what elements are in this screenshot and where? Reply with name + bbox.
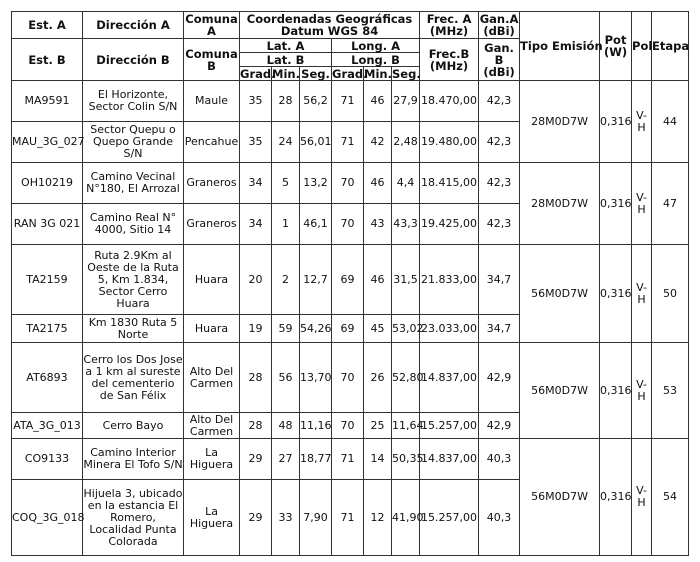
cell-station-name: MAU_3G_027 [12,122,83,163]
cell-comuna: La Higuera [184,439,240,480]
cell-lat-grad: 34 [240,204,272,245]
cell-lat-grad: 29 [240,439,272,480]
cell-long-min: 45 [364,315,392,343]
cell-long-grad: 69 [332,245,364,315]
cell-polarization: V-H [632,163,652,245]
cell-comuna: Huara [184,315,240,343]
cell-station-name: CO9133 [12,439,83,480]
cell-lat-min: 28 [272,81,300,122]
cell-lat-min: 24 [272,122,300,163]
cell-long-min: 46 [364,163,392,204]
cell-station-name: RAN 3G 021 [12,204,83,245]
cell-power: 0,316 [600,163,632,245]
cell-frequency: 15.257,00 [420,480,479,556]
table-header [12,12,689,81]
cell-polarization: V-H [632,343,652,439]
cell-comuna: Graneros [184,204,240,245]
cell-station-name: MA9591 [12,81,83,122]
cell-frequency: 15.257,00 [420,413,479,439]
header-lat-b: Lat. B [240,53,332,67]
cell-station-name: AT6893 [12,343,83,413]
header-etapa: Etapa [652,12,689,81]
cell-lat-grad: 28 [240,413,272,439]
cell-power: 0,316 [600,245,632,343]
cell-stage: 54 [652,439,689,556]
cell-lat-seg: 46,1 [300,204,332,245]
cell-long-seg: 41,90 [392,480,420,556]
header-long-seg: Seg. [392,66,421,81]
cell-long-seg: 52,80 [392,343,420,413]
cell-gain: 42,3 [479,81,520,122]
cell-lat-grad: 28 [240,343,272,413]
cell-station-name: ATA_3G_013 [12,413,83,439]
cell-address: Cerro Bayo [83,413,184,439]
cell-gain: 42,9 [479,413,520,439]
header-long-grad: Grad. [332,66,368,81]
cell-long-grad: 70 [332,343,364,413]
header-pot: Pot (W) [600,12,632,81]
header-gan-a: Gan.A (dBi) [479,12,519,38]
cell-long-min: 25 [364,413,392,439]
cell-frequency: 19.425,00 [420,204,479,245]
cell-lat-seg: 54,26 [300,315,332,343]
cell-comuna: La Higuera [184,480,240,556]
cell-long-min: 46 [364,245,392,315]
cell-stage: 53 [652,343,689,439]
cell-long-seg: 43,3 [392,204,420,245]
cell-gain: 42,3 [479,204,520,245]
cell-comuna: Graneros [184,163,240,204]
header-long-min: Min. [364,66,392,81]
cell-gain: 42,3 [479,163,520,204]
cell-frequency: 14.837,00 [420,439,479,480]
cell-lat-seg: 7,90 [300,480,332,556]
cell-long-grad: 69 [332,315,364,343]
header-lat-a: Lat. A [240,39,332,53]
header-est-a: Est. A [12,12,83,39]
cell-lat-min: 5 [272,163,300,204]
cell-emission-type: 56M0D7W [520,439,600,556]
cell-long-min: 42 [364,122,392,163]
cell-address: Camino Interior Minera El Tofo S/N [83,439,184,480]
cell-long-grad: 70 [332,204,364,245]
cell-lat-seg: 13,2 [300,163,332,204]
cell-long-seg: 31,5 [392,245,420,315]
cell-emission-type: 28M0D7W [520,163,600,245]
header-dir-b: Dirección B [83,39,184,81]
cell-frequency: 18.415,00 [420,163,479,204]
cell-emission-type: 56M0D7W [520,343,600,439]
cell-frequency: 23.033,00 [420,315,479,343]
cell-lat-min: 48 [272,413,300,439]
cell-lat-seg: 56,2 [300,81,332,122]
cell-long-grad: 70 [332,163,364,204]
cell-comuna: Alto Del Carmen [184,343,240,413]
cell-long-grad: 71 [332,122,364,163]
cell-comuna: Alto Del Carmen [184,413,240,439]
cell-long-seg: 2,48 [392,122,420,163]
cell-lat-seg: 11,16 [300,413,332,439]
cell-emission-type: 56M0D7W [520,245,600,343]
cell-lat-min: 27 [272,439,300,480]
cell-address: Cerro los Dos Jose a 1 km al sureste del cementerio de San Félix [83,343,184,413]
cell-polarization: V-H [632,439,652,556]
cell-long-seg: 27,9 [392,81,420,122]
cell-lat-seg: 56,01 [300,122,332,163]
header-comuna-a: Comuna A [185,12,238,38]
cell-gain: 40,3 [479,439,520,480]
cell-gain: 40,3 [479,480,520,556]
header-pol: Pol [632,12,652,81]
cell-stage: 44 [652,81,689,163]
cell-power: 0,316 [600,439,632,556]
cell-comuna: Huara [184,245,240,315]
cell-lat-grad: 19 [240,315,272,343]
table-body [12,81,689,556]
header-long-a: Long. A [332,39,420,53]
cell-address: Km 1830 Ruta 5 Norte [83,315,184,343]
cell-station-name: TA2159 [12,245,83,315]
cell-address: El Horizonte, Sector Colin S/N [83,81,184,122]
cell-lat-min: 1 [272,204,300,245]
cell-lat-grad: 20 [240,245,272,315]
header-dir-a: Dirección A [83,12,184,39]
cell-frequency: 14.837,00 [420,343,479,413]
cell-comuna: Maule [184,81,240,122]
cell-address: Camino Vecinal N°180, El Arrozal [83,163,184,204]
cell-polarization: V-H [632,245,652,343]
header-long-b: Long. B [332,53,420,67]
cell-long-grad: 71 [332,480,364,556]
cell-address: Camino Real N° 4000, Sitio 14 [83,204,184,245]
cell-long-seg: 11,64 [392,413,420,439]
cell-polarization: V-H [632,81,652,163]
header-frec-a: Frec. A (MHz) [420,12,479,39]
header-est-b: Est. B [12,39,83,81]
cell-address: Sector Quepu o Quepo Grande S/N [83,122,184,163]
cell-frequency: 19.480,00 [420,122,479,163]
header-tipo-emision: Tipo Emisión [520,12,600,81]
header-lat-min: Min. [272,66,300,81]
cell-long-min: 46 [364,81,392,122]
cell-lat-grad: 35 [240,81,272,122]
cell-power: 0,316 [600,343,632,439]
cell-long-grad: 70 [332,413,364,439]
cell-long-seg: 50,35 [392,439,420,480]
cell-gain: 42,9 [479,343,520,413]
cell-lat-seg: 13,70 [300,343,332,413]
cell-lat-min: 2 [272,245,300,315]
table-row [12,439,689,480]
cell-lat-min: 33 [272,480,300,556]
table-row [12,81,689,122]
cell-address: Hijuela 3, ubicado en la estancia El Romero, Localidad Punta Colorada [83,480,184,556]
cell-gain: 42,3 [479,122,520,163]
cell-long-min: 12 [364,480,392,556]
table-row [12,163,689,204]
table-row [12,245,689,315]
cell-gain: 34,7 [479,245,520,315]
cell-long-min: 43 [364,204,392,245]
cell-lat-grad: 29 [240,480,272,556]
header-coords-title: Coordenadas Geográficas Datum WGS 84 [240,12,420,39]
cell-lat-grad: 35 [240,122,272,163]
cell-lat-min: 59 [272,315,300,343]
header-frec-b: Frec.B (MHz) [420,39,479,81]
header-comuna-b: Comuna B [184,39,240,81]
cell-gain: 34,7 [479,315,520,343]
cell-long-grad: 71 [332,81,364,122]
cell-comuna: Pencahue [184,122,240,163]
cell-long-min: 14 [364,439,392,480]
cell-stage: 47 [652,163,689,245]
cell-frequency: 18.470,00 [420,81,479,122]
header-gan-b: Gan. B (dBi) [479,39,520,81]
cell-station-name: OH10219 [12,163,83,204]
header-lat-grad: Grad. [240,66,276,81]
header-lat-seg: Seg. [301,66,330,81]
cell-long-min: 26 [364,343,392,413]
cell-stage: 50 [652,245,689,343]
cell-lat-grad: 34 [240,163,272,204]
cell-lat-seg: 12,7 [300,245,332,315]
cell-station-name: COQ_3G_018 [12,480,83,556]
cell-lat-seg: 18,77 [300,439,332,480]
cell-long-seg: 4,4 [392,163,420,204]
cell-lat-min: 56 [272,343,300,413]
cell-station-name: TA2175 [12,315,83,343]
cell-power: 0,316 [600,81,632,163]
cell-address: Ruta 2.9Km al Oeste de la Ruta 5, Km 1.834, Sector Cerro Huara [83,245,184,315]
document-page [11,11,689,556]
cell-emission-type: 28M0D7W [520,81,600,163]
cell-frequency: 21.833,00 [420,245,479,315]
table-row [12,343,689,413]
link-table [11,11,689,556]
cell-long-seg: 53,02 [392,315,420,343]
cell-long-grad: 71 [332,439,364,480]
